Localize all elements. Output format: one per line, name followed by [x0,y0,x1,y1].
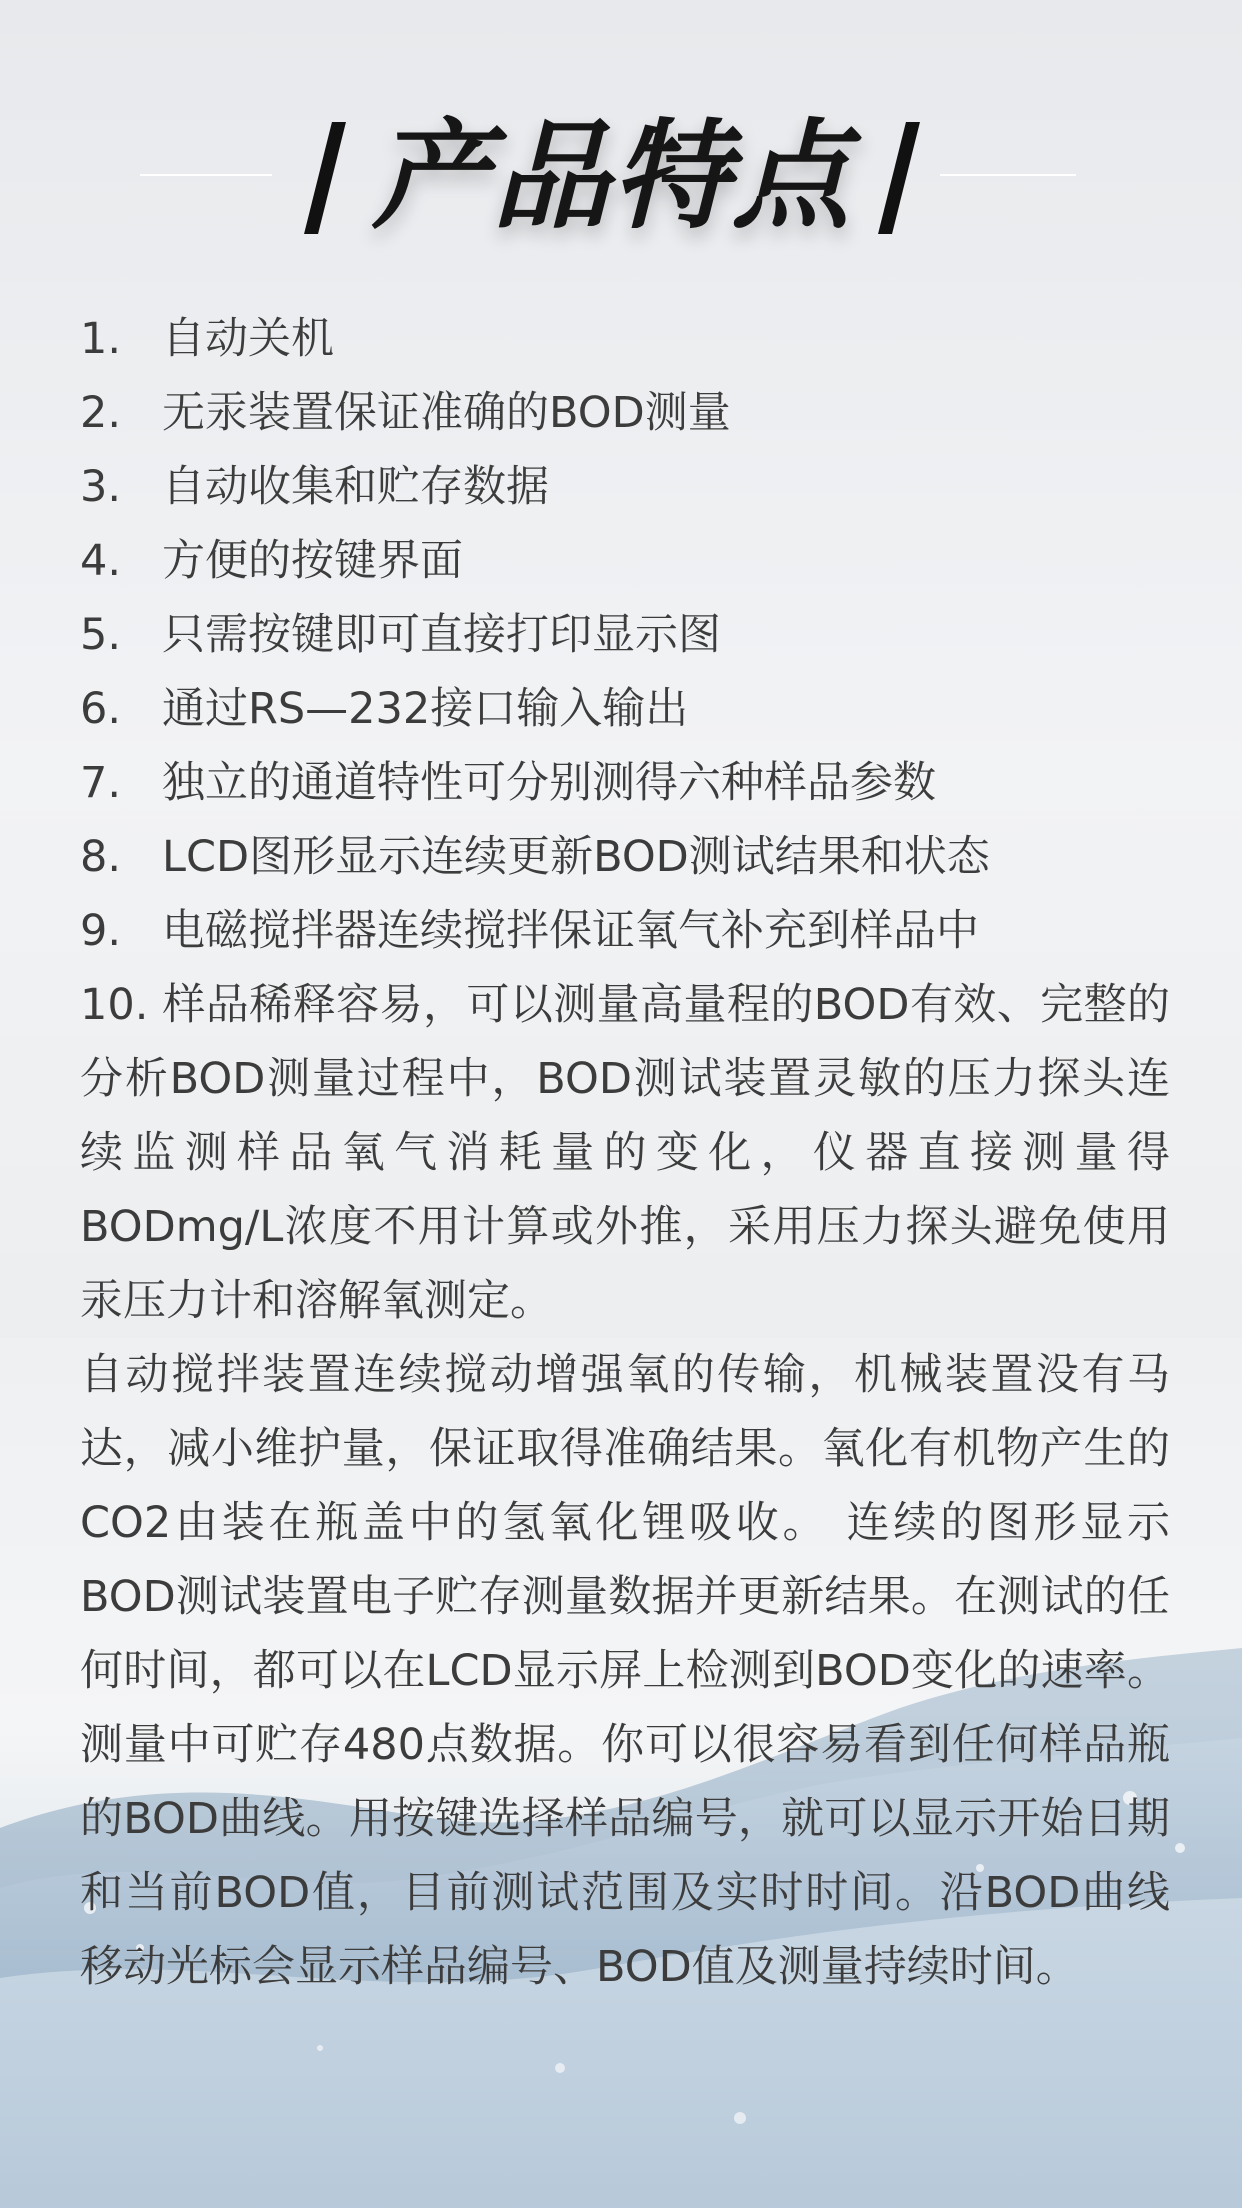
feature-number: 9. [80,906,122,956]
title-divider-right [940,174,1076,176]
feature-number: 7. [80,758,122,808]
feature-text: LCD图形显示连续更新BOD测试结果和状态 [162,832,990,882]
feature-content [80,302,1170,2004]
feature-item [80,820,1170,894]
feature-item [80,672,1170,746]
description-paragraph: 自动搅拌装置连续搅动增强氧的传输，机械装置没有马达，减小维护量，保证取得准确结果。氧化有机物产生的CO2由装在瓶盖中的氢氧化锂吸收。 连续的图形显示 BOD测试装置电子贮存测量数据并更新结果。在测试的任何时间，都可以在LCD显示屏上检测到BOD变化的速率。测量中可贮存480点数据。你可以很容易看到任何样品瓶的BOD曲线。用按键选择样品编号，就可以显示开始日期和当前BOD值，目前测试范围及实时时间。沿BOD曲线移动光标会显示样品编号、BOD值及测量持续时间。 [80,1350,1170,1992]
title-divider-left [140,174,272,176]
feature-number: 3. [80,462,122,512]
feature-text: 自动关机 [162,314,334,364]
feature-number: 8. [80,832,122,882]
feature-item [80,746,1170,820]
feature-number: 4. [80,536,122,586]
feature-text: 只需按键即可直接打印显示图 [162,610,721,660]
title-slash-left [304,122,346,234]
feature-item [80,450,1170,524]
feature-number: 1. [80,314,122,364]
feature-item [80,598,1170,672]
page-title: 产品特点 [372,107,853,245]
feature-number: 5. [80,610,122,660]
feature-item-10: 10. 样品稀释容易，可以测量高量程的BOD有效、完整的分析BOD测量过程中，BOD测试装置灵敏的压力探头连续监测样品氧气消耗量的变化，仪器直接测量得BODmg/L浓度不用计算或外推，采用压力探头避免使用汞压力计和溶解氧测定。 [80,980,1170,1326]
feature-item [80,302,1170,376]
feature-text: 自动收集和贮存数据 [162,462,549,512]
feature-item [80,376,1170,450]
feature-number: 6. [80,684,122,734]
feature-text: 电磁搅拌器连续搅拌保证氧气补充到样品中 [162,906,979,956]
feature-item [80,524,1170,598]
feature-item [80,894,1170,968]
feature-text: 无汞装置保证准确的BOD测量 [162,388,731,438]
feature-text: 方便的按键界面 [162,536,463,586]
feature-text: 独立的通道特性可分别测得六种样品参数 [162,758,936,808]
title-slash-right [878,122,920,234]
header [0,100,1242,250]
feature-number: 2. [80,388,122,438]
feature-text: 通过RS—232接口输入输出 [162,684,689,734]
